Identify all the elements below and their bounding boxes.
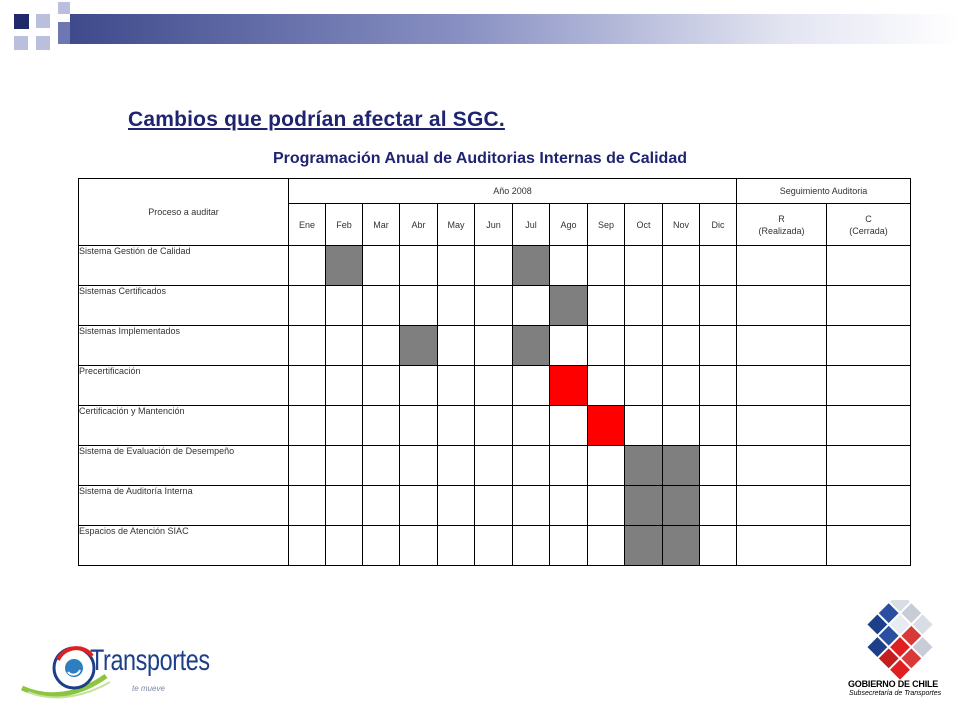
month-cell	[363, 286, 400, 326]
month-cell	[700, 286, 737, 326]
month-cell	[625, 406, 663, 446]
slide-title: Cambios que podrían afectar al SGC.	[128, 108, 505, 131]
month-cell	[550, 406, 588, 446]
decor-square	[36, 36, 50, 50]
process-name: Sistema Gestión de Calidad	[79, 246, 289, 286]
month-cell	[326, 366, 363, 406]
followup-header: Seguimiento Auditoria	[737, 179, 911, 204]
month-cell	[625, 326, 663, 366]
month-cell	[363, 366, 400, 406]
month-cell	[588, 446, 625, 486]
month-cell	[663, 406, 700, 446]
month-cell	[326, 406, 363, 446]
month-cell	[700, 246, 737, 286]
scheduled-audit-cell	[625, 526, 663, 566]
month-cell	[289, 326, 326, 366]
month-cell	[438, 446, 475, 486]
month-cell	[513, 406, 550, 446]
month-cell	[438, 366, 475, 406]
audit-schedule-table	[78, 178, 911, 566]
month-cell	[625, 366, 663, 406]
table-row	[79, 326, 911, 366]
month-cell	[400, 246, 438, 286]
month-cell	[550, 526, 588, 566]
month-cell	[663, 246, 700, 286]
month-header: Jun	[475, 204, 513, 246]
decor-square	[58, 2, 70, 14]
month-cell	[588, 286, 625, 326]
cerrada-cell	[827, 246, 911, 286]
process-name: Sistema de Auditoría Interna	[79, 486, 289, 526]
transportes-logo	[18, 630, 218, 710]
month-header: Ene	[289, 204, 326, 246]
month-cell	[438, 326, 475, 366]
cerrada-cell	[827, 406, 911, 446]
month-cell	[363, 326, 400, 366]
scheduled-audit-cell	[663, 526, 700, 566]
decor-square	[14, 36, 28, 50]
month-header: Dic	[700, 204, 737, 246]
month-cell	[550, 446, 588, 486]
month-cell	[663, 326, 700, 366]
month-header: Feb	[326, 204, 363, 246]
month-cell	[363, 486, 400, 526]
year-header: Año 2008	[289, 179, 737, 204]
month-cell	[289, 246, 326, 286]
month-cell	[663, 366, 700, 406]
month-cell	[289, 446, 326, 486]
scheduled-audit-cell	[663, 446, 700, 486]
month-cell	[475, 486, 513, 526]
process-name: Sistemas Certificados	[79, 286, 289, 326]
month-cell	[438, 486, 475, 526]
cerrada-cell	[827, 446, 911, 486]
cerrada-cell	[827, 286, 911, 326]
cerrada-letter: C	[865, 213, 872, 224]
month-cell	[513, 286, 550, 326]
month-cell	[513, 366, 550, 406]
month-cell	[400, 286, 438, 326]
gobierno-title: GOBIERNO DE CHILE	[848, 679, 939, 689]
month-cell	[326, 446, 363, 486]
month-cell	[326, 286, 363, 326]
realizada-cell	[737, 406, 827, 446]
month-cell	[588, 326, 625, 366]
realizada-cell	[737, 366, 827, 406]
month-cell	[326, 486, 363, 526]
month-cell	[700, 326, 737, 366]
month-cell	[363, 526, 400, 566]
month-cell	[513, 486, 550, 526]
realizada-cell	[737, 246, 827, 286]
month-header: Ago	[550, 204, 588, 246]
month-header: Nov	[663, 204, 700, 246]
month-header: Abr	[400, 204, 438, 246]
process-header: Proceso a auditar	[79, 179, 289, 246]
month-cell	[363, 406, 400, 446]
table-title: Programación Anual de Auditorias Internas de Calidad	[272, 150, 687, 167]
month-cell	[700, 366, 737, 406]
realizada-cell	[737, 526, 827, 566]
month-cell	[625, 246, 663, 286]
month-cell	[513, 526, 550, 566]
month-cell	[588, 526, 625, 566]
month-cell	[475, 406, 513, 446]
month-cell	[663, 286, 700, 326]
scheduled-audit-cell	[663, 486, 700, 526]
scheduled-audit-cell	[550, 286, 588, 326]
month-header: May	[438, 204, 475, 246]
month-cell	[363, 246, 400, 286]
table-row	[79, 406, 911, 446]
month-cell	[475, 526, 513, 566]
month-cell	[400, 486, 438, 526]
month-cell	[363, 446, 400, 486]
table-row	[79, 286, 911, 326]
decor-square	[14, 14, 29, 29]
month-cell	[550, 246, 588, 286]
table-row	[79, 366, 911, 406]
realizada-cell	[737, 326, 827, 366]
month-cell	[400, 526, 438, 566]
table-row	[79, 526, 911, 566]
gobierno-emblem-icon	[840, 600, 950, 680]
process-name: Precertificación	[79, 366, 289, 406]
month-header: Mar	[363, 204, 400, 246]
scheduled-audit-cell	[550, 366, 588, 406]
month-cell	[400, 366, 438, 406]
realizada-cell	[737, 486, 827, 526]
transportes-slogan: te mueve	[132, 684, 165, 693]
month-cell	[400, 446, 438, 486]
month-cell	[438, 406, 475, 446]
realizada-label: (Realizada)	[758, 225, 805, 236]
month-cell	[289, 406, 326, 446]
cerrada-cell	[827, 526, 911, 566]
table-row	[79, 486, 911, 526]
scheduled-audit-cell	[625, 486, 663, 526]
month-cell	[400, 406, 438, 446]
month-header: Sep	[588, 204, 625, 246]
month-cell	[588, 246, 625, 286]
month-cell	[513, 446, 550, 486]
month-cell	[700, 406, 737, 446]
process-name: Sistemas Implementados	[79, 326, 289, 366]
header-banner	[70, 14, 960, 44]
decor-square	[58, 22, 70, 44]
cerrada-header	[827, 204, 911, 246]
realizada-letter: R	[778, 213, 785, 224]
gobierno-subtitle: Subsecretaría de Transportes	[849, 690, 942, 697]
cerrada-label: (Cerrada)	[849, 225, 888, 236]
month-cell	[289, 486, 326, 526]
table-row	[79, 446, 911, 486]
scheduled-audit-cell	[588, 406, 625, 446]
scheduled-audit-cell	[513, 326, 550, 366]
cerrada-cell	[827, 486, 911, 526]
realizada-header	[737, 204, 827, 246]
month-cell	[475, 366, 513, 406]
scheduled-audit-cell	[400, 326, 438, 366]
realizada-cell	[737, 286, 827, 326]
scheduled-audit-cell	[326, 246, 363, 286]
month-cell	[700, 446, 737, 486]
month-cell	[289, 286, 326, 326]
month-cell	[289, 526, 326, 566]
cerrada-cell	[827, 366, 911, 406]
month-cell	[289, 366, 326, 406]
month-cell	[700, 486, 737, 526]
month-cell	[326, 526, 363, 566]
scheduled-audit-cell	[513, 246, 550, 286]
month-cell	[588, 486, 625, 526]
month-cell	[475, 446, 513, 486]
month-cell	[625, 286, 663, 326]
cerrada-cell	[827, 326, 911, 366]
process-name: Espacios de Atención SIAC	[79, 526, 289, 566]
month-header: Oct	[625, 204, 663, 246]
month-cell	[475, 326, 513, 366]
month-cell	[438, 246, 475, 286]
month-cell	[326, 326, 363, 366]
month-cell	[550, 326, 588, 366]
decor-square	[36, 14, 50, 28]
process-name: Certificación y Mantención	[79, 406, 289, 446]
table-body	[79, 246, 911, 566]
month-cell	[588, 366, 625, 406]
process-name: Sistema de Evaluación de Desempeño	[79, 446, 289, 486]
month-cell	[438, 286, 475, 326]
month-cell	[475, 286, 513, 326]
month-cell	[700, 526, 737, 566]
month-header: Jul	[513, 204, 550, 246]
gobierno-logo	[840, 600, 950, 710]
table-row	[79, 246, 911, 286]
month-cell	[550, 486, 588, 526]
realizada-cell	[737, 446, 827, 486]
month-cell	[438, 526, 475, 566]
transportes-wordmark: Transportes	[90, 644, 210, 677]
month-cell	[475, 246, 513, 286]
scheduled-audit-cell	[625, 446, 663, 486]
